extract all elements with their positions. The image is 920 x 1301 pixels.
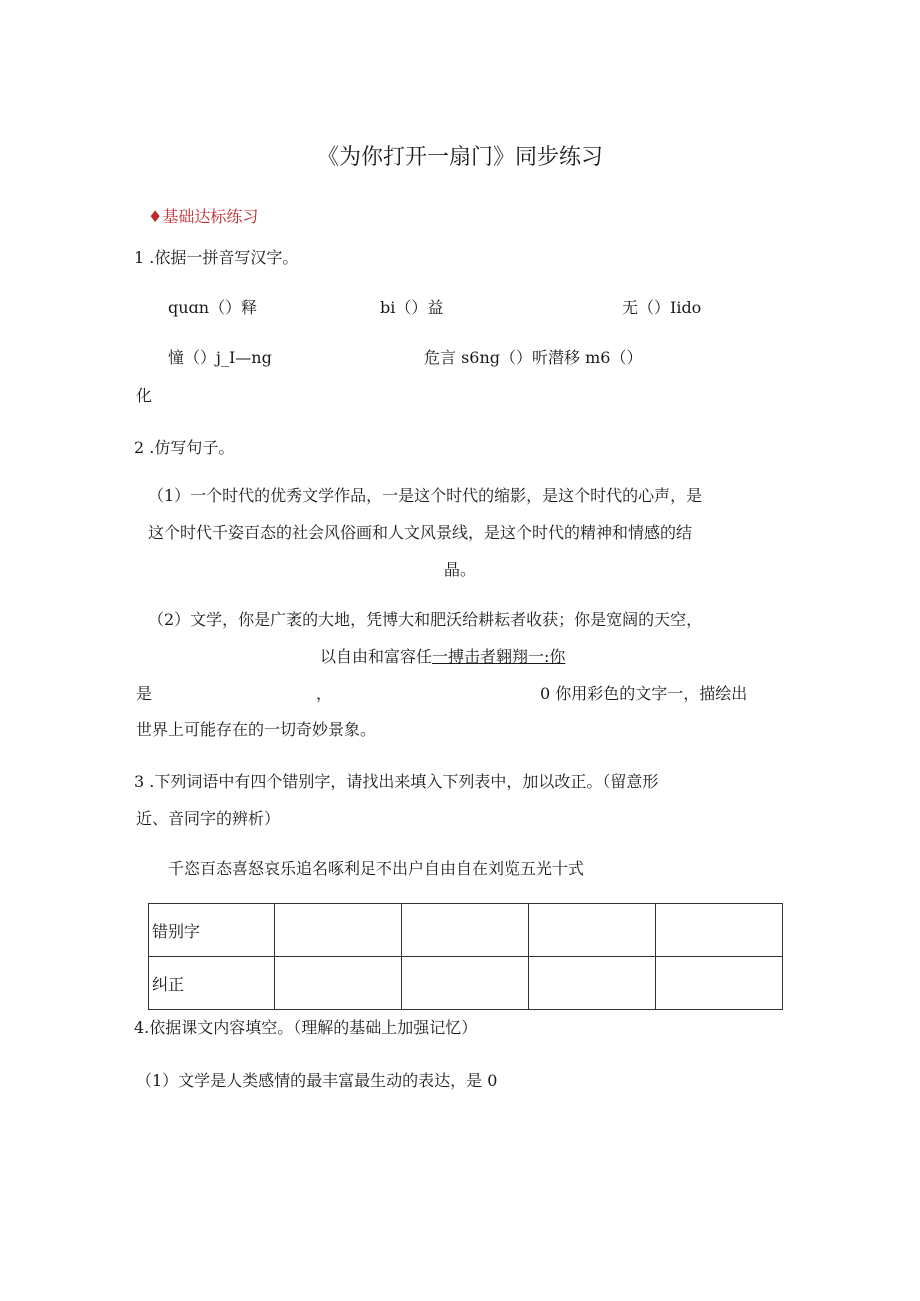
answer-cell[interactable] xyxy=(529,957,656,1010)
q3-word-list: 千恣百态喜怒哀乐追名啄利足不出户自由自在刘览五光十式 xyxy=(168,859,585,878)
answer-cell[interactable] xyxy=(656,957,783,1010)
q2-sentence-1: （1）一个时代的优秀文学作品，一是这个时代的缩影，是这个时代的心声，是 xyxy=(148,486,703,505)
q2-underlined-text: 一搏击者翱翔一:你 xyxy=(432,647,566,666)
q2-text: 以自由和富容任 xyxy=(320,647,433,666)
answer-cell[interactable] xyxy=(275,904,402,957)
answer-cell[interactable] xyxy=(529,904,656,957)
q1-item: bi（）益 xyxy=(380,298,444,317)
q2-text: ， xyxy=(316,684,333,703)
q1-item: 危言 s6ng（）听潜移 m6（） xyxy=(424,348,643,367)
table-row xyxy=(149,957,783,1010)
q2-sentence-1: 这个时代千姿百态的社会风俗画和人文风景线，是这个时代的精神和情感的结 xyxy=(148,523,693,542)
q1-wrap-text: 化 xyxy=(136,386,153,405)
q3-stem: 3 .下列词语中有四个错别字，请找出来填入下列表中，加以改正。（留意形 xyxy=(134,772,659,791)
q1-item: quɑn（）释 xyxy=(168,298,258,317)
q1-item: 无（）Iido xyxy=(622,298,702,317)
answer-cell[interactable] xyxy=(275,957,402,1010)
row-label: 纠正 xyxy=(149,957,275,1010)
answer-cell[interactable] xyxy=(402,904,529,957)
correction-table xyxy=(148,903,783,1010)
q2-sentence-1: 晶。 xyxy=(443,560,476,579)
answer-cell[interactable] xyxy=(656,904,783,957)
q4-sentence-1: （1）文学是人类感情的最丰富最生动的表达，是 0 xyxy=(136,1071,498,1090)
q2-text: 0 你用彩色的文字一，描绘出 xyxy=(540,684,748,703)
q2-stem: 2 .仿写句子。 xyxy=(134,438,235,457)
q3-stem: 近、音同字的辨析） xyxy=(136,809,281,828)
q2-text: 是 xyxy=(136,684,153,703)
row-label: 错别字 xyxy=(149,904,275,957)
answer-cell[interactable] xyxy=(402,957,529,1010)
page-title: 《为你打开一扇门》同步练习 xyxy=(316,145,603,170)
q2-sentence-2 xyxy=(320,644,565,667)
q1-item: 憧（）j_I—ng xyxy=(168,348,272,367)
section-heading: ♦基础达标练习 xyxy=(148,207,259,226)
q2-sentence-2: （2）文学，你是广袤的大地，凭博大和肥沃给耕耘者收获；你是宽阔的天空， xyxy=(148,610,703,629)
q1-stem: 1 .依据一拼音写汉字。 xyxy=(134,248,299,267)
q4-stem: 4.依据课文内容填空。（理解的基础上加强记忆） xyxy=(134,1018,478,1037)
q2-text: 世界上可能存在的一切奇妙景象。 xyxy=(136,720,377,739)
table-row xyxy=(149,904,783,957)
